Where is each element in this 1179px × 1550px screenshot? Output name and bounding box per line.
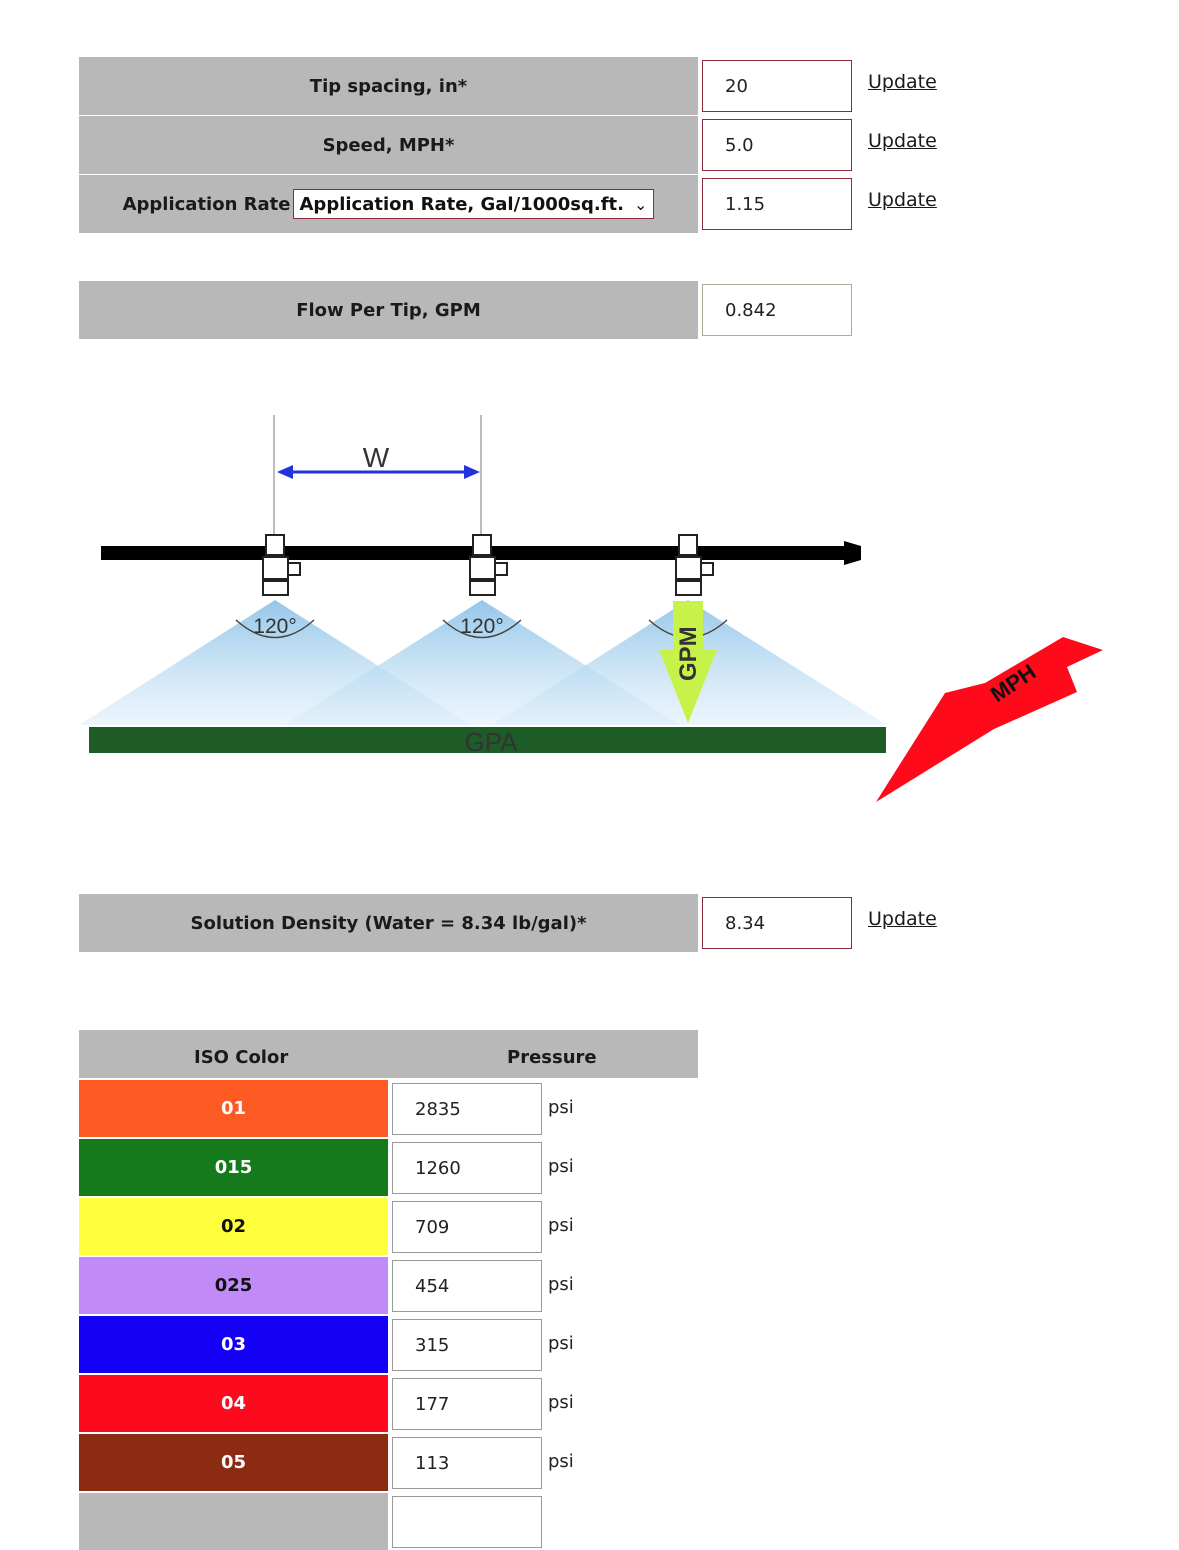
iso-color-cell: 01	[79, 1080, 388, 1137]
pressure-input[interactable]	[392, 1378, 542, 1430]
gpa-label: GPA	[464, 727, 518, 757]
application-rate-unit-select[interactable]	[293, 189, 655, 219]
iso-color-cell: 04	[79, 1375, 388, 1432]
solution-density-label: Solution Density (Water = 8.34 lb/gal)*	[79, 894, 698, 952]
table-row	[79, 1434, 779, 1490]
iso-color-cell: 02	[79, 1198, 388, 1255]
table-row	[79, 1493, 779, 1549]
solution-density-update-link[interactable]: Update	[868, 908, 937, 930]
application-rate-label-cell	[79, 175, 698, 233]
iso-color-header: ISO Color	[194, 1047, 289, 1068]
table-row	[79, 1375, 779, 1431]
pressure-unit: psi	[548, 1392, 574, 1413]
nozzle-2	[470, 535, 507, 595]
solution-density-input[interactable]	[702, 897, 852, 949]
speed-input[interactable]	[702, 119, 852, 171]
nozzle-3	[676, 535, 713, 595]
flow-per-tip-label: Flow Per Tip, GPM	[79, 281, 698, 339]
pressure-input[interactable]	[392, 1260, 542, 1312]
angle-label-1: 120°	[253, 615, 297, 638]
pressure-unit: psi	[548, 1333, 574, 1354]
pressure-input[interactable]	[392, 1142, 542, 1194]
iso-color-cell: 025	[79, 1257, 388, 1314]
tip-spacing-input[interactable]	[702, 60, 852, 112]
table-row	[79, 1080, 779, 1136]
pressure-input[interactable]	[392, 1496, 542, 1548]
speed-label: Speed, MPH*	[79, 116, 698, 174]
table-row	[79, 1198, 779, 1254]
pressure-unit: psi	[548, 1215, 574, 1236]
application-rate-update-link[interactable]: Update	[868, 189, 937, 211]
speed-update-link[interactable]: Update	[868, 130, 937, 152]
pressure-unit: psi	[548, 1451, 574, 1472]
pressure-input[interactable]	[392, 1437, 542, 1489]
table-row	[79, 1139, 779, 1195]
boom-pipe-end	[844, 541, 861, 565]
tip-spacing-update-link[interactable]: Update	[868, 71, 937, 93]
spacing-arrow-right-head	[464, 465, 480, 479]
pressure-header: Pressure	[507, 1047, 597, 1068]
chevron-down-icon: ⌄	[633, 194, 648, 214]
pressure-input[interactable]	[392, 1201, 542, 1253]
flow-per-tip-output	[702, 284, 852, 336]
nozzle-1	[263, 535, 300, 595]
angle-label-2: 120°	[460, 615, 504, 638]
application-rate-wrap	[123, 189, 655, 219]
application-rate-unit-value: Application Rate, Gal/1000sq.ft.	[299, 193, 624, 215]
iso-color-cell: 03	[79, 1316, 388, 1373]
application-rate-label: Application Rate	[122, 193, 291, 215]
spacing-arrow-left-head	[277, 465, 293, 479]
speed-arrow	[876, 637, 1103, 802]
pressure-unit: psi	[548, 1156, 574, 1177]
iso-color-cell: 05	[79, 1434, 388, 1491]
mph-label: MPH	[985, 659, 1041, 708]
pressure-input[interactable]	[392, 1083, 542, 1135]
spacing-label: W	[362, 442, 390, 473]
pressure-unit: psi	[548, 1097, 574, 1118]
table-row	[79, 1316, 779, 1372]
tip-spacing-label: Tip spacing, in*	[79, 57, 698, 115]
pressure-table-header	[79, 1030, 698, 1078]
pressure-unit: psi	[548, 1274, 574, 1295]
iso-color-cell	[79, 1493, 388, 1550]
table-row	[79, 1257, 779, 1313]
pressure-input[interactable]	[392, 1319, 542, 1371]
application-rate-input[interactable]	[702, 178, 852, 230]
spray-boom-diagram	[79, 405, 1109, 810]
gpm-label: GPM	[675, 626, 702, 681]
iso-color-cell: 015	[79, 1139, 388, 1196]
